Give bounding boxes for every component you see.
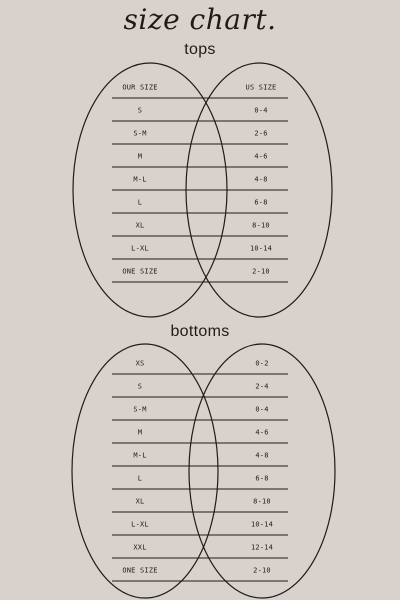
tops-row-lines	[112, 98, 288, 282]
us-size-cell: 4-8	[254, 175, 268, 184]
us-size-cell: 8-10	[252, 221, 270, 230]
our-size-cell: S	[137, 382, 143, 391]
our-size-cell: L	[137, 198, 143, 207]
us-size-cell: 2-4	[255, 382, 269, 391]
tops-diagram	[0, 60, 400, 322]
us-size-cell: 12-14	[250, 543, 274, 552]
bottoms-venn-graphic	[0, 343, 400, 600]
us-size-cell: 10-14	[249, 244, 273, 253]
our-size-cell: M	[137, 428, 143, 437]
our-size-cell: ONE SIZE	[122, 566, 158, 575]
bottoms-diagram	[0, 343, 400, 600]
us-size-cell: 4-6	[255, 428, 269, 437]
us-size-cell: 6-8	[255, 474, 269, 483]
our-size-cell: XL	[135, 221, 145, 230]
tops-venn-graphic	[0, 60, 400, 322]
page-title: size chart.	[123, 3, 277, 36]
our-size-cell: S	[137, 106, 143, 115]
us-size-cell: 4-6	[254, 152, 268, 161]
our-size-cell: L	[137, 474, 143, 483]
our-size-cell: OUR SIZE	[122, 83, 158, 92]
our-size-cell: S-M	[133, 129, 147, 138]
our-size-cell: M	[137, 152, 143, 161]
our-size-cell: L-XL	[131, 520, 149, 529]
us-size-cell: 0-2	[255, 359, 269, 368]
our-size-cell: S-M	[133, 405, 147, 414]
us-size-cell: 0-4	[254, 106, 268, 115]
our-size-cell: M-L	[133, 175, 147, 184]
us-size-cell: 6-8	[254, 198, 268, 207]
us-size-cell: 2-10	[252, 267, 270, 276]
us-size-cell: 8-10	[253, 497, 271, 506]
bottoms-heading: bottoms	[170, 323, 230, 340]
bottoms-left-circle	[72, 344, 218, 598]
our-size-cell: XXL	[133, 543, 147, 552]
us-size-cell: 10-14	[250, 520, 274, 529]
our-size-cell: XS	[135, 359, 145, 368]
our-size-cell: L-XL	[131, 244, 149, 253]
our-size-cell: XL	[135, 497, 145, 506]
tops-heading: tops	[184, 41, 216, 58]
our-size-cell: ONE SIZE	[122, 267, 158, 276]
us-size-cell: 4-8	[255, 451, 269, 460]
our-size-cell: M-L	[133, 451, 147, 460]
us-size-cell: 2-6	[254, 129, 268, 138]
us-size-cell: 0-4	[255, 405, 269, 414]
us-size-cell: 2-10	[253, 566, 271, 575]
us-size-cell: US SIZE	[245, 83, 277, 92]
